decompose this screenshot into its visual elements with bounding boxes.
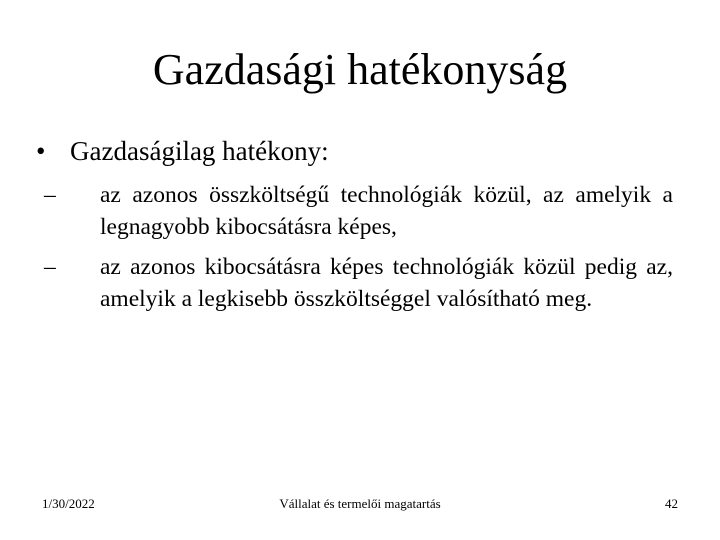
footer-date: 1/30/2022 xyxy=(42,496,95,511)
sub-item-text: az azonos összköltségű technológiák közül, az amelyik a legnagyobb kibocsátásra képes, xyxy=(100,182,673,240)
sub-item-marker: – xyxy=(44,182,56,208)
sub-item xyxy=(44,251,673,315)
sub-item-text: az azonos kibocsátásra képes technológiák közül pedig az, amelyik a legkisebb összköltséggel valósítható meg. xyxy=(100,254,673,312)
bullet-text: Gazdaságilag hatékony: xyxy=(70,136,329,166)
sub-item xyxy=(44,179,673,243)
sub-item-marker: – xyxy=(44,254,56,280)
slide-title: Gazdasági hatékonyság xyxy=(152,45,568,94)
page-number: 42 xyxy=(665,496,678,511)
bullet-marker: • xyxy=(36,136,46,166)
bullet-item xyxy=(36,133,686,169)
footer-title: Vállalat és termelői magatartás xyxy=(279,496,441,511)
